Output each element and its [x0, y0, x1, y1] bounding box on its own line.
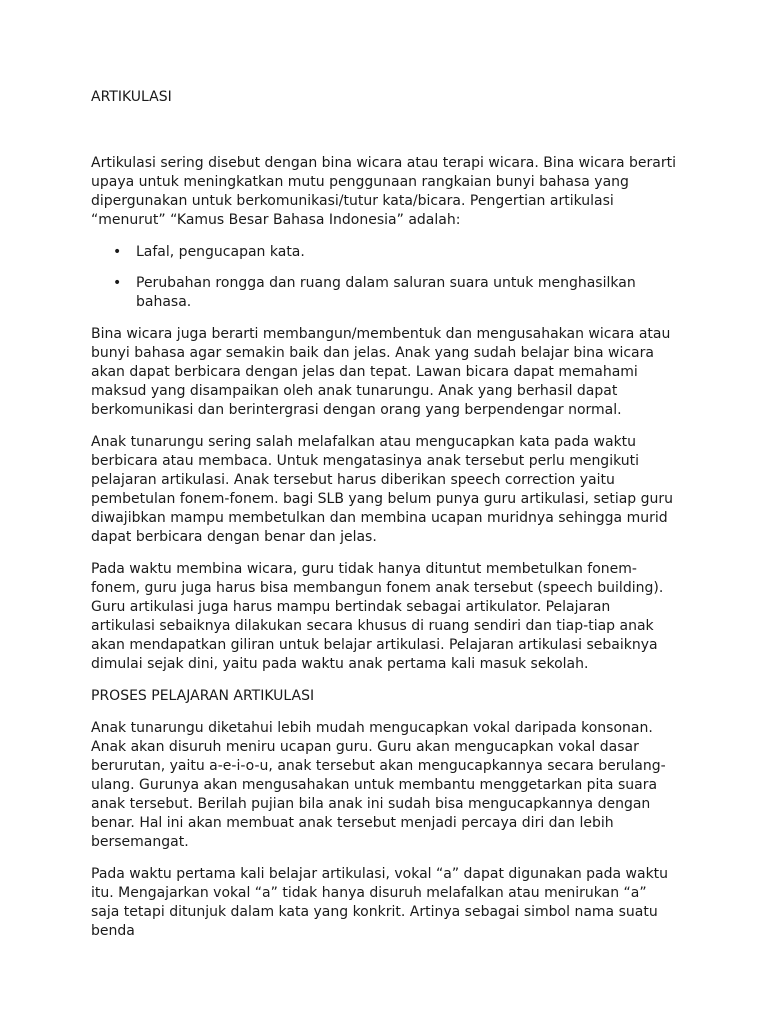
bullet-icon: • [113, 244, 122, 260]
definition-list [91, 243, 678, 312]
body-paragraph: Pada waktu pertama kali belajar artikulasi, vokal “a” dapat digunakan pada waktu itu. Mengajarkan vokal “a” tidak hanya disuruh melafalkan atau menirukan “a” saja tetapi ditunjuk dalam kata yang konkrit. Artinya sebagai simbol nama suatu benda [91, 866, 669, 939]
list-item [91, 243, 678, 262]
intro-paragraph: Artikulasi sering disebut dengan bina wicara atau terapi wicara. Bina wicara berarti upaya untuk meningkatkan mutu penggunaan rangkaian bunyi bahasa yang dipergunakan untuk berkomunikasi/tutur kata/bicara. Pengertian artikulasi “menurut” “Kamus Besar Bahasa Indonesia” adalah: [91, 155, 677, 228]
bullet-icon: • [113, 275, 122, 291]
body-paragraph: Anak tunarungu sering salah melafalkan atau mengucapkan kata pada waktu berbicara atau membaca. Untuk mengatasinya anak tersebut perlu mengikuti pelajaran artikulasi. Anak tersebut harus diberikan speech correction yaitu pembetulan fonem-fonem. bagi SLB yang belum punya guru artikulasi, setiap guru diwajibkan mampu membetulkan dan membina ucapan muridnya sehingga murid dapat berbicara dengan benar dan jelas. [91, 434, 674, 545]
body-paragraph: Bina wicara juga berarti membangun/membentuk dan mengusahakan wicara atau bunyi bahasa agar semakin baik dan jelas. Anak yang sudah belajar bina wicara akan dapat berbicara dengan jelas dan tepat. Lawan bicara dapat memahami maksud yang disampaikan oleh anak tunarungu. Anak yang berhasil dapat berkomunikasi dan berintergrasi dengan orang yang berpendengar normal. [91, 326, 671, 418]
list-item-text: Lafal, pengucapan kata. [136, 244, 305, 260]
body-paragraph: Anak tunarungu diketahui lebih mudah mengucapkan vokal daripada konsonan. Anak akan disuruh meniru ucapan guru. Guru akan mengucapkan vokal dasar berurutan, yaitu a-e-i-o-u, anak tersebut akan mengucapkannya secara berulang-ulang. Gurunya akan mengusahakan untuk membantu menggetarkan pita suara anak tersebut. Berilah pujian bila anak ini sudah bisa mengucapkannya dengan benar. Hal ini akan membuat anak tersebut menjadi percaya diri dan lebih bersemangat. [91, 720, 666, 850]
section-heading: PROSES PELAJARAN ARTIKULASI [91, 688, 315, 704]
list-item [91, 274, 678, 312]
list-item-text: Perubahan rongga dan ruang dalam saluran suara untuk menghasilkan bahasa. [136, 275, 636, 310]
body-paragraph: Pada waktu membina wicara, guru tidak hanya dituntut membetulkan fonem-fonem, guru juga harus bisa membangun fonem anak tersebut (speech building). Guru artikulasi juga harus mampu bertindak sebagai artikulator. Pelajaran artikulasi sebaiknya dilakukan secara khusus di ruang sendiri dan tiap-tiap anak akan mendapatkan giliran untuk belajar artikulasi. Pelajaran artikulasi sebaiknya dimulai sejak dini, yaitu pada waktu anak pertama kali masuk sekolah. [91, 561, 664, 672]
document-title: ARTIKULASI [91, 89, 172, 105]
